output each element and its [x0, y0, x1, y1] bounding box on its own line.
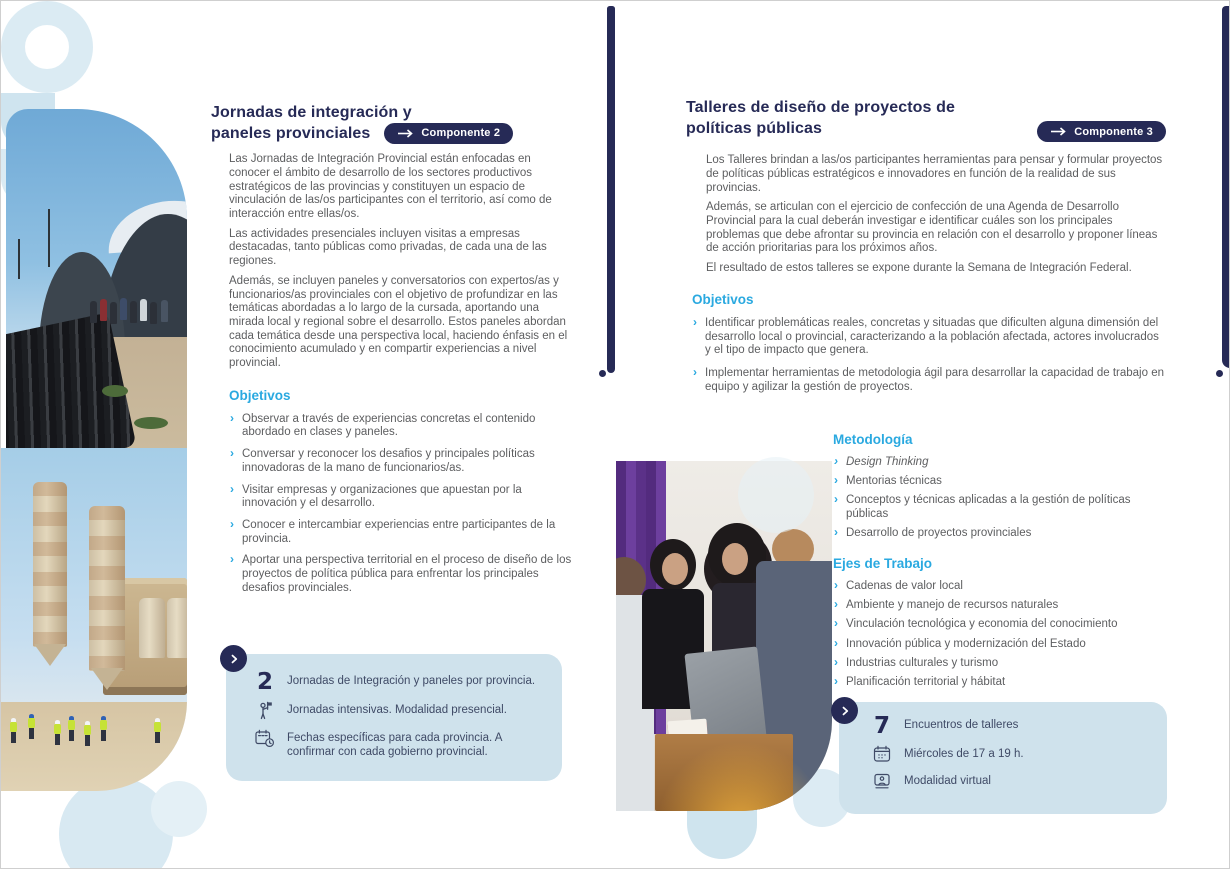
list-item: › Observar a través de experiencias concretas el contenido abordado en clases y paneles. — [229, 413, 573, 440]
list-item: › Conocer e intercambiar experiencias entre participantes de la provincia. — [229, 519, 573, 546]
list-item: › Ambiente y manejo de recursos naturales — [833, 599, 1169, 613]
section-talleres — [686, 97, 1166, 403]
paragraph: Las actividades presenciales incluyen visitas a empresas destacadas, tanto públicas como privadas, de cada una de las regiones. — [229, 227, 547, 268]
list-item: › Conceptos y técnicas aplicadas a la gestión de políticas públicas — [833, 494, 1169, 521]
list-item: › Mentorias técnicas — [833, 475, 1169, 489]
calendar-clock-icon — [254, 729, 276, 748]
talleres-summary-box — [839, 702, 1167, 814]
guide-flag-icon — [254, 701, 276, 720]
componente-3-badge: Componente 3 — [1037, 121, 1166, 142]
summary-row: Jornadas intensivas. Modalidad presencial. — [254, 701, 546, 720]
list-item: › Design Thinking — [833, 456, 1169, 470]
paragraph: Los Talleres brindan a las/os participantes herramientas para pensar y formular proyectos de políticas públicas estratégicos e innovadores en función de la realidad de sus provincias. — [706, 154, 1163, 194]
list-item: › Desarrollo de proyectos provinciales — [833, 527, 1169, 541]
divider-bar-right — [1222, 6, 1230, 368]
list-item: › Conversar y reconocer los desafios y principales políticas innovadoras de la mano de funcionarios/as. — [229, 448, 573, 475]
paragraph: El resultado de estos talleres se expone durante la Semana de Integración Federal. — [706, 262, 1132, 275]
componente-2-badge: Componente 2 — [384, 123, 513, 144]
ejes-list — [833, 580, 1169, 690]
summary-row: Modalidad virtual — [871, 772, 1151, 790]
summary-row: Miércoles de 17 a 19 h. — [871, 745, 1151, 763]
section-jornadas — [211, 102, 573, 604]
list-item: › Industrias culturales y turismo — [833, 657, 1169, 671]
jornadas-summary-box — [226, 654, 562, 781]
decorative-circle — [738, 457, 814, 533]
count-number: 7 — [873, 713, 890, 739]
summary-row: 7 Encuentros de talleres — [873, 713, 1019, 739]
section-metodologia-ejes — [833, 432, 1173, 695]
list-item: › Cadenas de valor local — [833, 580, 1169, 594]
person-frame-icon — [871, 772, 893, 790]
objetivos-list — [229, 413, 573, 596]
chevron-circle-icon — [831, 697, 858, 724]
photo-industrial-site-visit — [6, 109, 187, 449]
decorative-semicircle — [687, 807, 757, 859]
divider-bar-center — [607, 6, 615, 373]
summary-row: 2 Jornadas de Integración y paneles por provincia. — [256, 669, 536, 695]
summary-row: Fechas específicas para cada provincia. A confirmar con cada gobierno provincial. — [254, 729, 546, 760]
list-item: › Planificación territorial y hábitat — [833, 676, 1169, 690]
chevron-circle-icon — [220, 645, 247, 672]
list-item: › Vinculación tecnológica y economia del conocimiento — [833, 618, 1169, 632]
list-item: › Implementar herramientas de metodologia ágil para desarrollar la capacidad de trabajo en equipo y agilizar la gestión de proyectos. — [692, 367, 1164, 394]
decorative-ring — [1, 1, 93, 93]
paragraph: Las Jornadas de Integración Provincial están enfocadas en conocer el ámbito de desarrollo de los sectores productivos estratégicos de las provincias y constituyen un espacio de vinculación de las/os participantes con el territorio, así como de interacción entre ellas/os. — [229, 153, 552, 221]
list-item: › Identificar problemáticas reales, concretas y situadas que dificulten alguna dimensión del desarrollo local o provincial, caracterizando a la población afectada, actores involucrados y el tipo de impacto que genera. — [692, 317, 1164, 358]
divider-dot-center — [599, 370, 606, 377]
ejes-heading: Ejes de Trabajo — [833, 556, 933, 572]
arrow-right-icon — [1050, 127, 1067, 136]
paragraph: Además, se articulan con el ejercicio de confección de una Agenda de Desarrollo Provincial para la cual deberán investigar e identificar cuáles son los principales problemas que debe afrontar su provincia en relación con el desarrollo y proponer líneas de acción prioritarias para los próximos años. — [706, 201, 1158, 255]
metodologia-list — [833, 456, 1169, 541]
paragraph: Además, se incluyen paneles y conversatorios con expertos/as y funcionarios/as provinciales con el objetivo de profundizar en las temáticas abordadas a lo largo de la cursada, aportando una mirada local y regional sobre el desarrollo. Estos paneles abordan cada temática desde una perspectiva local, haciendo énfasis en el conocimiento acumulado y en compartir experiencias a nivel provincial. — [229, 274, 568, 370]
calendar-icon — [871, 745, 893, 763]
section-title: Jornadas de integración y paneles provinciales Componente 2 — [211, 102, 573, 144]
arrow-right-icon — [397, 129, 414, 138]
section-title: Talleres de diseño de proyectos de políticas públicas — [686, 99, 955, 138]
list-item: › Aportar una perspectiva territorial en el proceso de diseño de los proyectos de política pública para enfrentar los principales desafios provinciales. — [229, 554, 573, 595]
objetivos-list — [692, 317, 1164, 395]
list-item: › Innovación pública y modernización del Estado — [833, 638, 1169, 652]
metodologia-heading: Metodología — [833, 432, 913, 447]
photo-plant-silos-workers — [1, 448, 187, 791]
objetivos-heading: Objetivos — [229, 387, 291, 403]
objetivos-heading: Objetivos — [692, 291, 754, 307]
divider-dot-right — [1216, 370, 1223, 377]
list-item: › Visitar empresas y organizaciones que apuestan por la innovación y el desarrollo. — [229, 484, 573, 511]
count-number: 2 — [256, 669, 273, 695]
